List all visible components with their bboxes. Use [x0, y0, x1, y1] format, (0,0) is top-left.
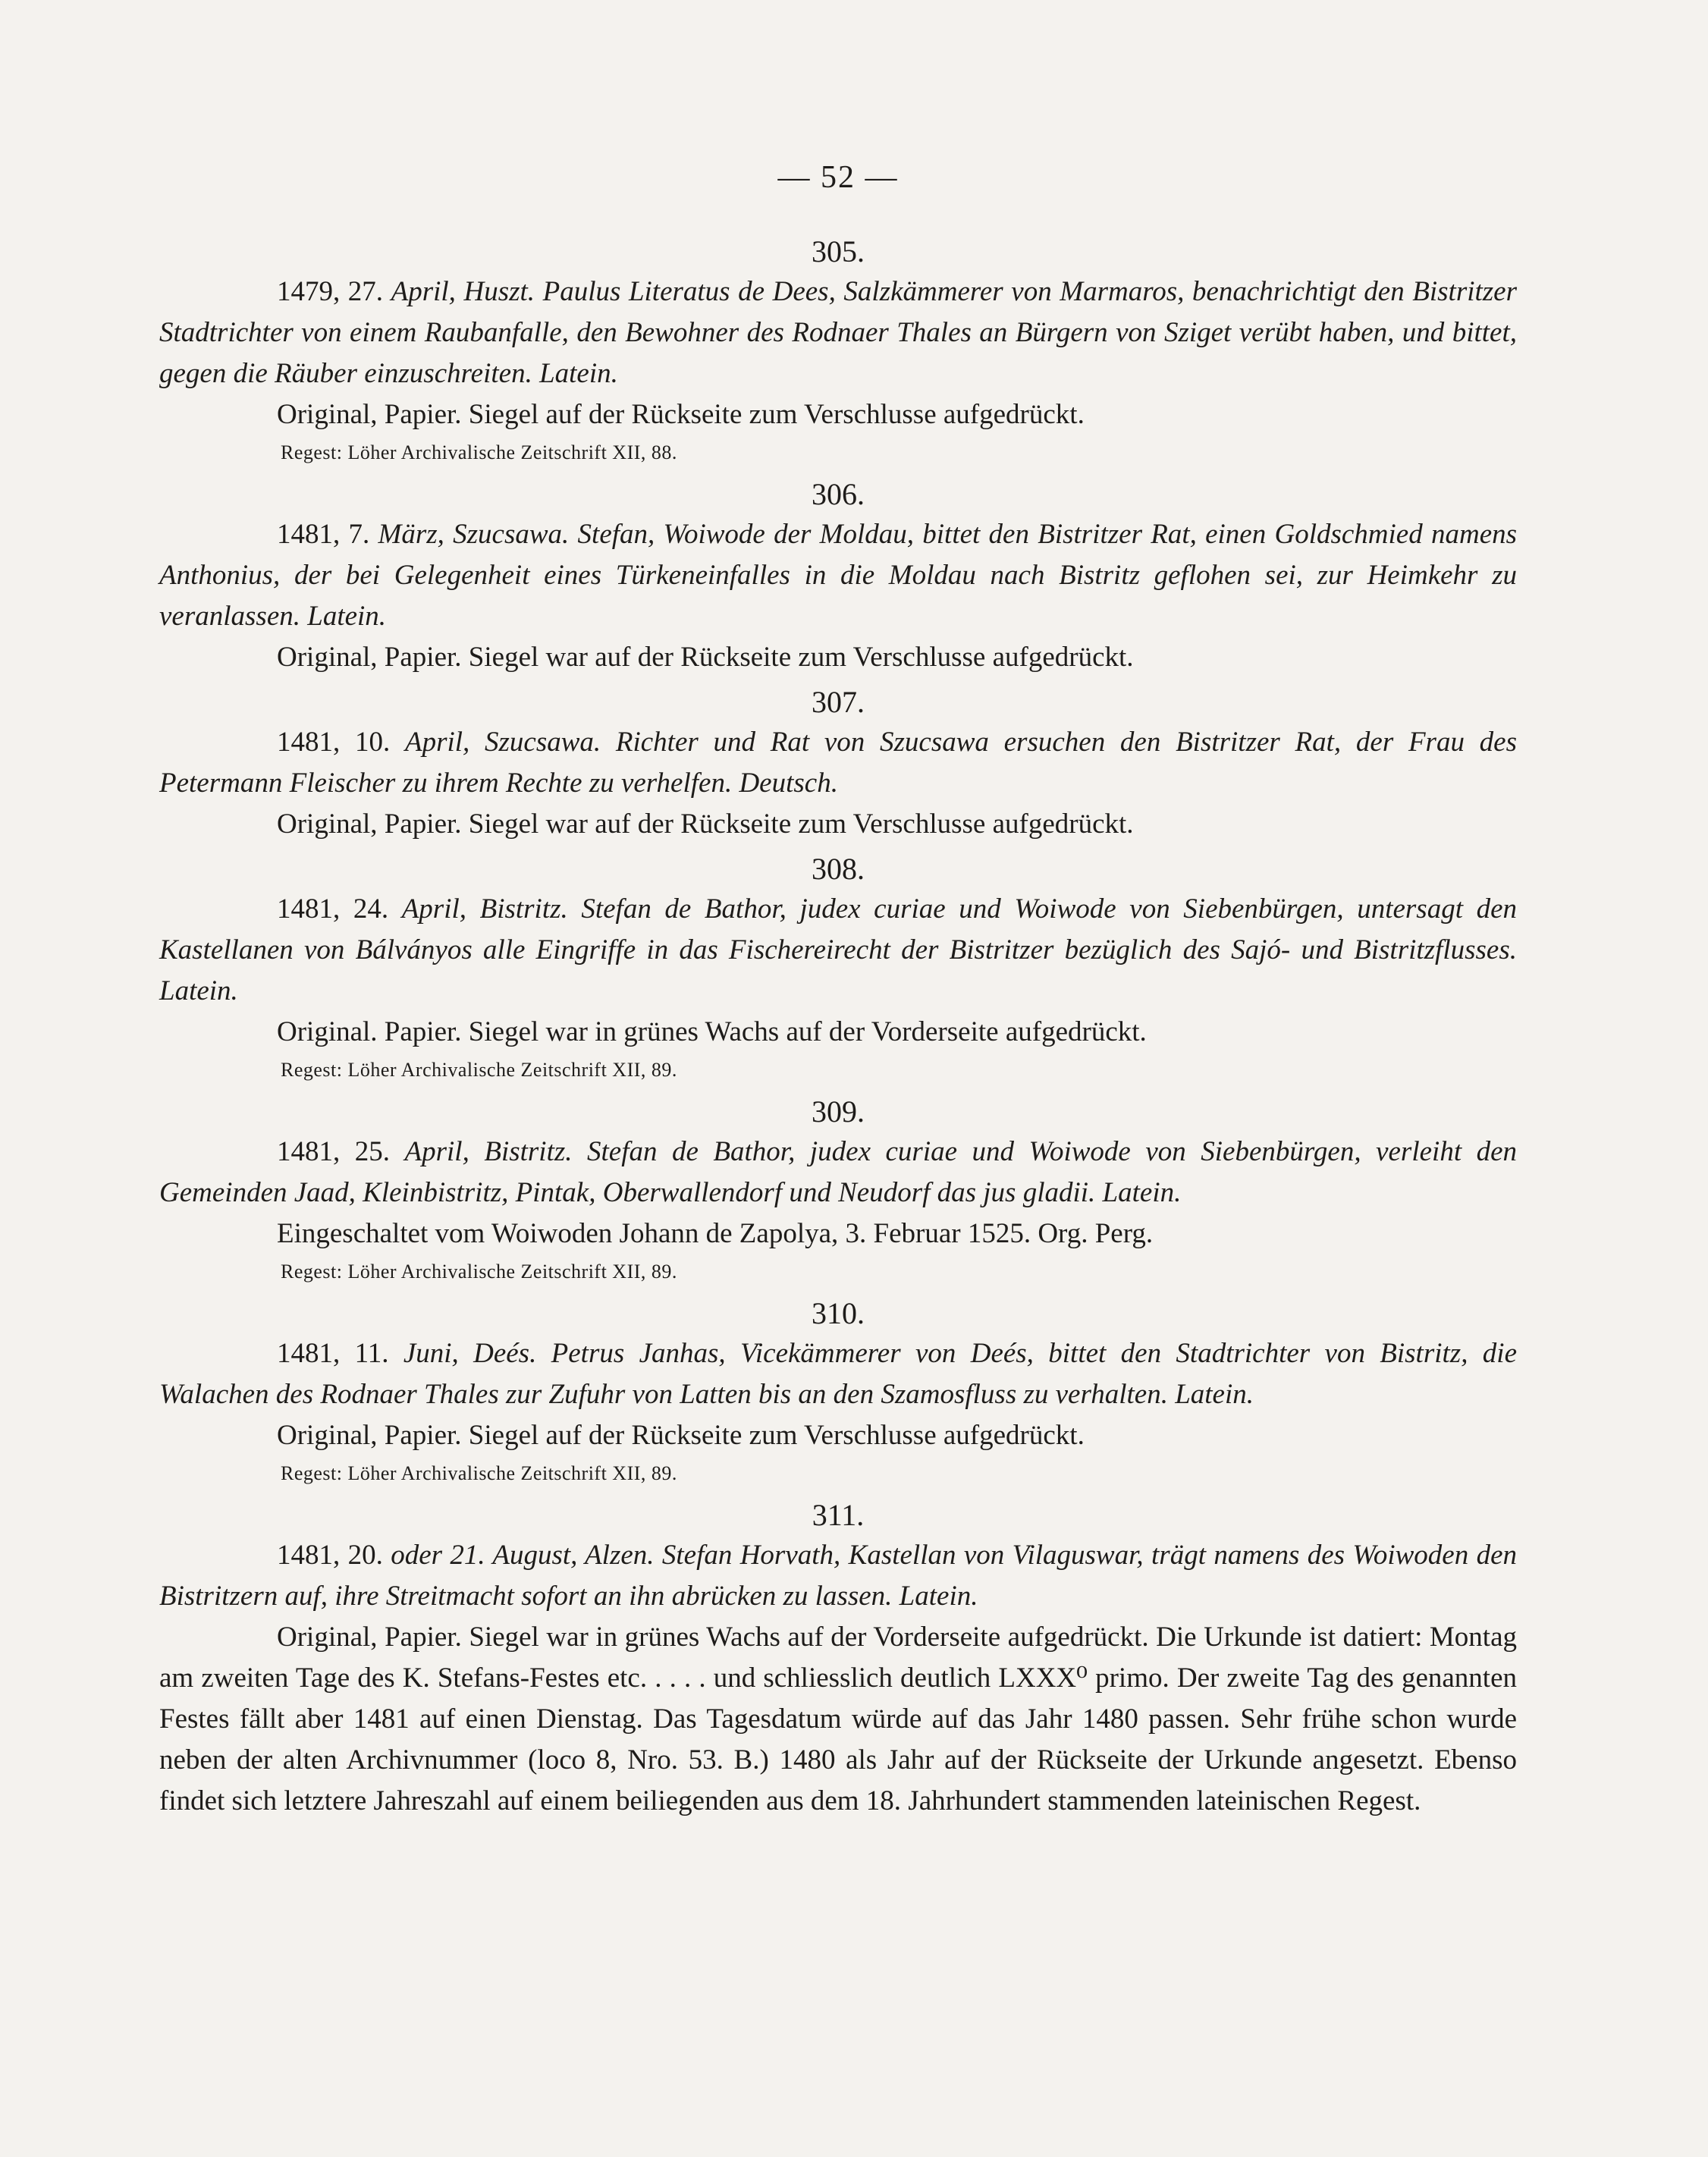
entry-310 — [159, 1294, 1517, 1491]
entry-number: 309. — [812, 1094, 865, 1129]
entry-regest: Regest: Löher Archivalische Zeitschrift XII, 89. — [281, 1261, 677, 1283]
entry-number: 311. — [812, 1498, 865, 1532]
entry-regest: Regest: Löher Archivalische Zeitschrift XII, 88. — [281, 441, 677, 463]
entry-309 — [159, 1092, 1517, 1289]
entry-summary — [159, 514, 1517, 637]
entry-summary — [159, 1132, 1517, 1214]
entry-summary — [159, 1333, 1517, 1415]
entry-summary — [159, 722, 1517, 804]
entry-source: Original, Papier. Siegel auf der Rückseite zum Verschlusse aufgedrückt. — [277, 399, 1085, 430]
entry-source: Original, Papier. Siegel war auf der Rückseite zum Verschlusse aufgedrückt. — [277, 642, 1134, 673]
entry-text: April, Szucsawa. Richter und Rat von Szucsawa ersuchen den Bistritzer Rat, der Frau des Petermann Fleischer zu ihrem Rechte zu verhelfen. Deutsch. — [159, 727, 1517, 799]
entry-text: April, Bistritz. Stefan de Bathor, judex curiae und Woiwode von Siebenbürgen, untersagt den Kastellanen von Bálványos alle Eingriffe in das Fischereirecht der Bistritzer bezüglich des Sajó- und Bistritzflusses. Latein. — [159, 893, 1517, 1006]
entry-number: 310. — [812, 1296, 865, 1330]
entry-text: Juni, Deés. Petrus Janhas, Vicekämmerer von Deés, bittet den Stadtrichter von Bistritz, die Walachen des Rodnaer Thales zur Zufuhr von Latten bis an den Szamosfluss zu verhalten. Latein. — [159, 1338, 1517, 1410]
entry-307 — [159, 683, 1517, 845]
entry-text: April, Huszt. Paulus Literatus de Dees, Salzkämmerer von Marmaros, benachrichtigt den Bistritzer Stadtrichter von einem Raubanfalle, den Bewohner des Rodnaer Thales an Bürgern von Sziget verübt haben, und bittet, gegen die Räuber einzuschreiten. Latein. — [159, 276, 1517, 389]
entry-number: 307. — [812, 685, 865, 719]
entry-305 — [159, 232, 1517, 470]
entry-306 — [159, 475, 1517, 678]
entry-date: 1481, 24. — [277, 893, 389, 925]
entry-date: 1481, 10. — [277, 727, 391, 758]
entry-date: 1481, 25. — [277, 1136, 391, 1167]
entry-date: 1481, 11. — [277, 1338, 389, 1369]
entry-text: April, Bistritz. Stefan de Bathor, judex curiae und Woiwode von Siebenbürgen, verleiht den Gemeinden Jaad, Kleinbistritz, Pintak, Oberwallendorf und Neudorf das jus gladii. Latein. — [159, 1136, 1518, 1208]
entry-source: Original, Papier. Siegel auf der Rückseite zum Verschlusse aufgedrückt. — [277, 1420, 1085, 1451]
entry-date: 1481, 7. — [277, 519, 370, 550]
entry-311 — [159, 1496, 1517, 1822]
document-page — [159, 159, 1517, 1822]
entry-number: 305. — [812, 234, 865, 268]
entry-source: Original, Papier. Siegel war auf der Rückseite zum Verschlusse aufgedrückt. — [277, 808, 1134, 840]
entry-text: oder 21. August, Alzen. Stefan Horvath, Kastellan von Vilaguswar, trägt namens des Woiwoden den Bistritzern auf, ihre Streitmacht sofort an ihn abrücken zu lassen. Latein. — [159, 1540, 1517, 1612]
entry-text: März, Szucsawa. Stefan, Woiwode der Moldau, bittet den Bistritzer Rat, einen Goldschmied namens Anthonius, der bei Gelegenheit eines Türkeneinfalles in die Moldau nach Bistritz geflohen sei, zur Heimkehr zu veranlassen. Latein. — [159, 519, 1518, 632]
entry-regest: Regest: Löher Archivalische Zeitschrift XII, 89. — [281, 1462, 677, 1484]
entry-regest: Regest: Löher Archivalische Zeitschrift XII, 89. — [281, 1059, 677, 1081]
entry-number: 308. — [812, 852, 865, 886]
entry-date: 1479, 27. — [277, 276, 384, 307]
entry-date: 1481, 20. — [277, 1540, 383, 1571]
entry-summary — [159, 1535, 1517, 1617]
entry-summary — [159, 272, 1517, 394]
entry-summary — [159, 889, 1517, 1012]
entry-number: 306. — [812, 477, 865, 511]
entry-source: Eingeschaltet vom Woiwoden Johann de Zapolya, 3. Februar 1525. Org. Perg. — [277, 1218, 1154, 1249]
entry-308 — [159, 849, 1517, 1088]
entry-source: Original, Papier. Siegel war in grünes Wachs auf der Vorderseite aufgedrückt. Die Urkunde ist datiert: Montag am zweiten Tage des K. Stefans-Festes etc. . . . . und schliesslich deutlich LXXX⁰ primo. Der zweite Tag des genannten Festes fällt aber 1481 auf einen Dienstag. Das Tagesdatum würde auf das Jahr 1480 passen. Sehr frühe schon wurde neben der alten Archivnummer (loco 8, Nro. 53. B.) 1480 als Jahr auf der Rückseite der Urkunde angesetzt. Ebenso findet sich letztere Jahreszahl auf einem beiliegenden aus dem 18. Jahrhundert stammenden lateinischen Regest. — [159, 1622, 1517, 1816]
page-number: — 52 — — [777, 160, 899, 195]
entry-source: Original. Papier. Siegel war in grünes Wachs auf der Vorderseite aufgedrückt. — [277, 1016, 1147, 1047]
